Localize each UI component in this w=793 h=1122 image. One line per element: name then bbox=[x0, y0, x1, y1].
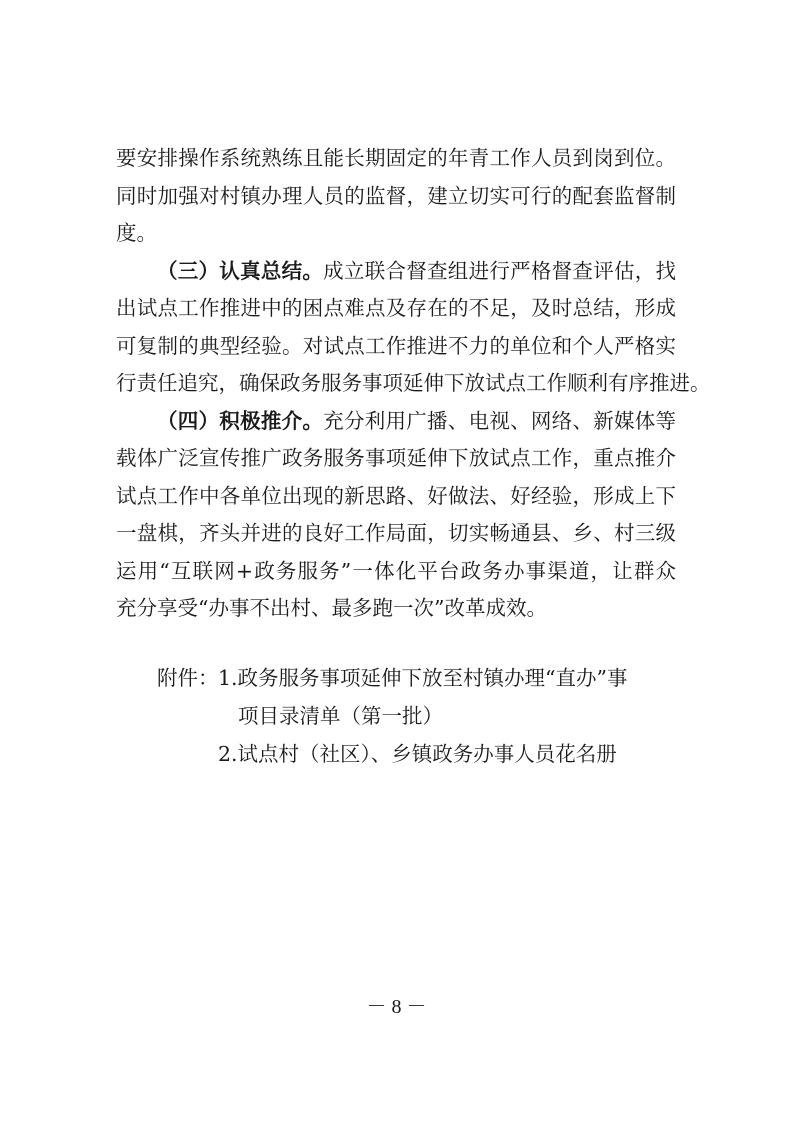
body-line: 行责任追究，确保政务服务事项延伸下放试点工作顺利有序推进。 bbox=[116, 371, 711, 395]
body-line: 可复制的典型经验。对试点工作推进不力的单位和个人严格实 bbox=[116, 334, 676, 358]
body-line: 要安排操作系统熟练且能长期固定的年青工作人员到岗到位。 bbox=[116, 146, 676, 170]
section-3-text: 成立联合督查组进行严格督查评估，找 bbox=[323, 259, 677, 283]
attachment-item-1: 1.政务服务事项延伸下放至村镇办理“直办”事 bbox=[218, 666, 628, 690]
section-4-text: 充分利用广播、电视、网络、新媒体等 bbox=[323, 409, 677, 433]
attachment-item-2: 2.试点村（社区）、乡镇政务办事人员花名册 bbox=[218, 742, 617, 766]
page-number: － 8 － bbox=[366, 996, 427, 1018]
body-line: 度。 bbox=[116, 221, 157, 245]
attachment-label: 附件： bbox=[157, 666, 219, 690]
body-line: 出试点工作推进中的困点难点及存在的不足，及时总结，形成 bbox=[116, 296, 676, 320]
section-4-first-line bbox=[157, 405, 676, 437]
body-line: 一盘棋，齐头并进的良好工作局面，切实畅通县、乡、村三级 bbox=[116, 521, 676, 545]
body-line: 载体广泛宣传推广政务服务事项延伸下放试点工作，重点推介 bbox=[116, 446, 676, 470]
body-line: 充分享受“办事不出村、最多跑一次”改革成效。 bbox=[116, 596, 547, 620]
body-line: 同时加强对村镇办理人员的监督，建立切实可行的配套监督制 bbox=[116, 184, 676, 208]
attachment-item-1-continued: 项目录清单（第一批） bbox=[238, 704, 443, 728]
section-3-first-line bbox=[157, 255, 676, 287]
section-4-heading: （四）积极推介。 bbox=[157, 409, 324, 433]
section-3-heading: （三）认真总结。 bbox=[157, 259, 324, 283]
body-line: 试点工作中各单位出现的新思路、好做法、好经验，形成上下 bbox=[116, 484, 676, 508]
body-line: 运用“互联网+政务服务”一体化平台政务办事渠道，让群众 bbox=[116, 559, 676, 583]
